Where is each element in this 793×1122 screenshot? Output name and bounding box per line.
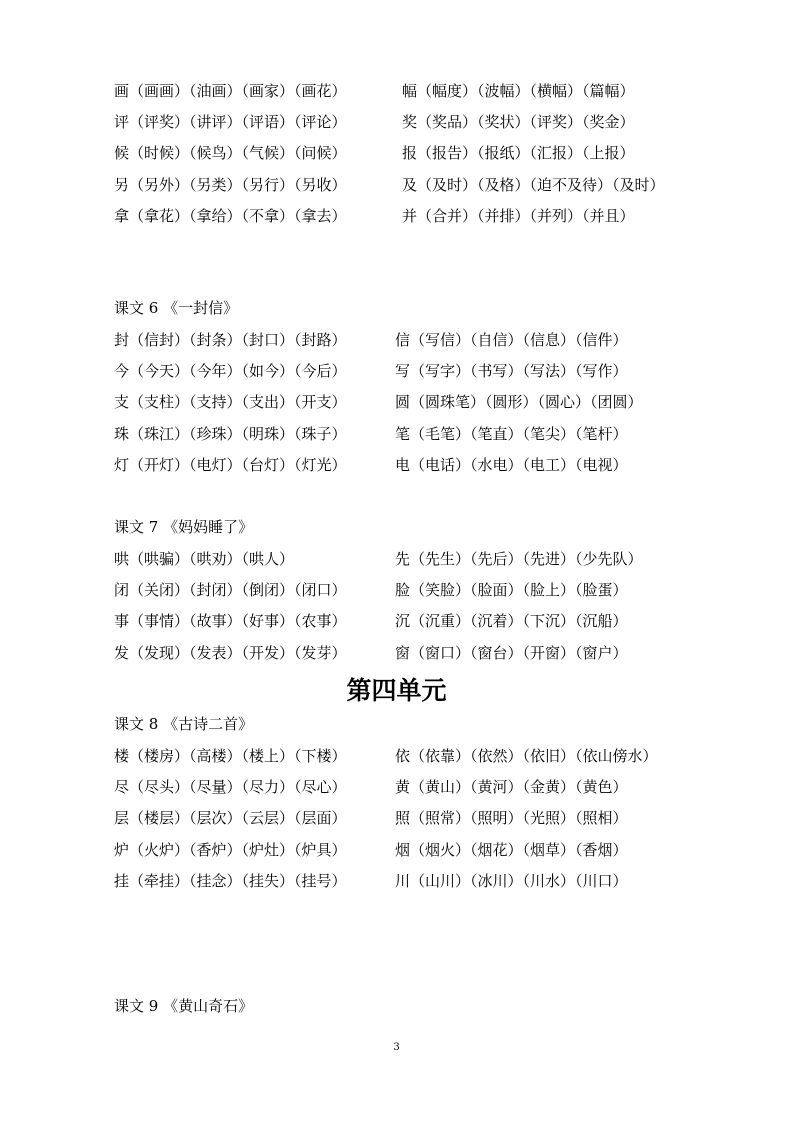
vocab-entry: 电（电话）（水电）（电工）（电视） xyxy=(395,455,628,474)
vocab-row xyxy=(114,112,734,143)
vocab-entry: 沉（沉重）（沉着）（下沉）（沉船） xyxy=(395,612,628,631)
vocab-entry: 炉（火炉）（香炉）（炉灶）（炉具） xyxy=(114,840,347,859)
vocab-row xyxy=(114,361,734,392)
vocab-entry: 脸（笑脸）（脸面）（脸上）（脸蛋） xyxy=(395,581,628,600)
vocab-entry: 报（报告）（报纸）（汇报）（上报） xyxy=(402,144,635,163)
vocab-row xyxy=(114,455,734,486)
lesson-heading: 课文 6 《一封信》 xyxy=(114,299,239,317)
vocab-row xyxy=(114,175,734,206)
vocab-table-top xyxy=(114,81,734,237)
vocab-entry: 奖（奖品）（奖状）（评奖）（奖金） xyxy=(402,113,635,132)
vocab-entry: 封（信封）（封条）（封口）（封路） xyxy=(114,331,347,349)
vocab-row xyxy=(114,808,734,839)
vocab-row xyxy=(114,143,734,174)
unit-title: 第四单元 xyxy=(346,676,447,705)
vocab-entry: 写（写字）（书写）（写法）（写作） xyxy=(395,362,628,381)
vocab-row xyxy=(114,206,734,237)
vocab-entry: 楼（楼房）（高楼）（楼上）（下楼） xyxy=(114,747,347,765)
vocab-entry: 灯（开灯）（电灯）（台灯）（灯光） xyxy=(114,455,347,474)
vocab-entry: 幅（幅度）（波幅）（横幅）（篇幅） xyxy=(402,82,635,100)
vocab-entry: 哄（哄骗）（哄劝）（哄人） xyxy=(114,550,295,568)
vocab-row xyxy=(114,840,734,871)
lesson-heading: 课文 8 《古诗二首》 xyxy=(114,715,254,733)
vocab-entry: 窗（窗口）（窗台）（开窗）（窗户） xyxy=(395,643,628,662)
vocab-entry: 笔（毛笔）（笔直）（笔尖）（笔杆） xyxy=(395,424,628,443)
vocab-row xyxy=(114,330,734,361)
vocab-row xyxy=(114,746,734,777)
vocab-row xyxy=(114,424,734,455)
vocab-entry: 先（先生）（先后）（先进）（少先队） xyxy=(395,550,643,568)
vocab-entry: 黄（黄山）（黄河）（金黄）（黄色） xyxy=(395,778,628,797)
vocab-entry: 支（支柱）（支持）（支出）（开支） xyxy=(114,393,347,412)
vocab-entry: 另（另外）（另类）（另行）（另收） xyxy=(114,175,347,194)
vocab-row xyxy=(114,643,734,674)
vocab-row xyxy=(114,549,734,580)
vocab-entry: 珠（珠江）（珍珠）（明珠）（珠子） xyxy=(114,424,347,443)
vocab-row xyxy=(114,392,734,423)
vocab-entry: 圆（圆珠笔）（圆形）（圆心）（团圆） xyxy=(395,393,643,412)
lesson-heading: 课文 7 《妈妈睡了》 xyxy=(114,518,254,536)
vocab-entry: 并（合并）（并排）（并列）（并且） xyxy=(402,206,635,225)
vocab-entry: 层（楼层）（层次）（云层）（层面） xyxy=(114,809,347,828)
vocab-entry: 今（今天）（今年）（如今）（今后） xyxy=(114,362,347,381)
vocab-entry: 评（评奖）（讲评）（评语）（评论） xyxy=(114,113,347,132)
vocab-entry: 及（及时）（及格）（迫不及待）（及时） xyxy=(402,175,665,194)
vocab-row xyxy=(114,777,734,808)
vocab-table-lesson7 xyxy=(114,549,734,674)
vocab-row xyxy=(114,580,734,611)
vocab-entry: 画（画画）（油画）（画家）（画花） xyxy=(114,82,347,100)
vocab-entry: 信（写信）（自信）（信息）（信件） xyxy=(395,331,628,349)
vocab-entry: 照（照常）（照明）（光照）（照相） xyxy=(395,809,628,828)
vocab-entry: 拿（拿花）（拿给）（不拿）（拿去） xyxy=(114,206,347,225)
vocab-table-lesson6 xyxy=(114,330,734,486)
vocab-entry: 尽（尽头）（尽量）（尽力）（尽心） xyxy=(114,778,347,797)
vocab-row xyxy=(114,871,734,902)
vocab-entry: 挂（牵挂）（挂念）（挂失）（挂号） xyxy=(114,871,347,890)
vocab-row xyxy=(114,611,734,642)
vocab-entry: 闭（关闭）（封闭）（倒闭）（闭口） xyxy=(114,581,347,600)
vocab-entry: 发（发现）（发表）（开发）（发芽） xyxy=(114,643,347,662)
vocab-table-lesson8 xyxy=(114,746,734,902)
vocab-entry: 烟（烟火）（烟花）（烟草）（香烟） xyxy=(395,840,628,859)
vocab-entry: 川（山川）（冰川）（川水）（川口） xyxy=(395,871,628,890)
vocab-entry: 候（时候）（候鸟）（气候）（问候） xyxy=(114,144,347,163)
vocab-entry: 依（依靠）（依然）（依旧）（依山傍水） xyxy=(395,747,658,765)
vocab-row xyxy=(114,81,734,112)
lesson-heading: 课文 9 《黄山奇石》 xyxy=(114,997,254,1015)
page-number: 3 xyxy=(393,1042,400,1053)
vocab-entry: 事（事情）（故事）（好事）（农事） xyxy=(114,612,347,631)
